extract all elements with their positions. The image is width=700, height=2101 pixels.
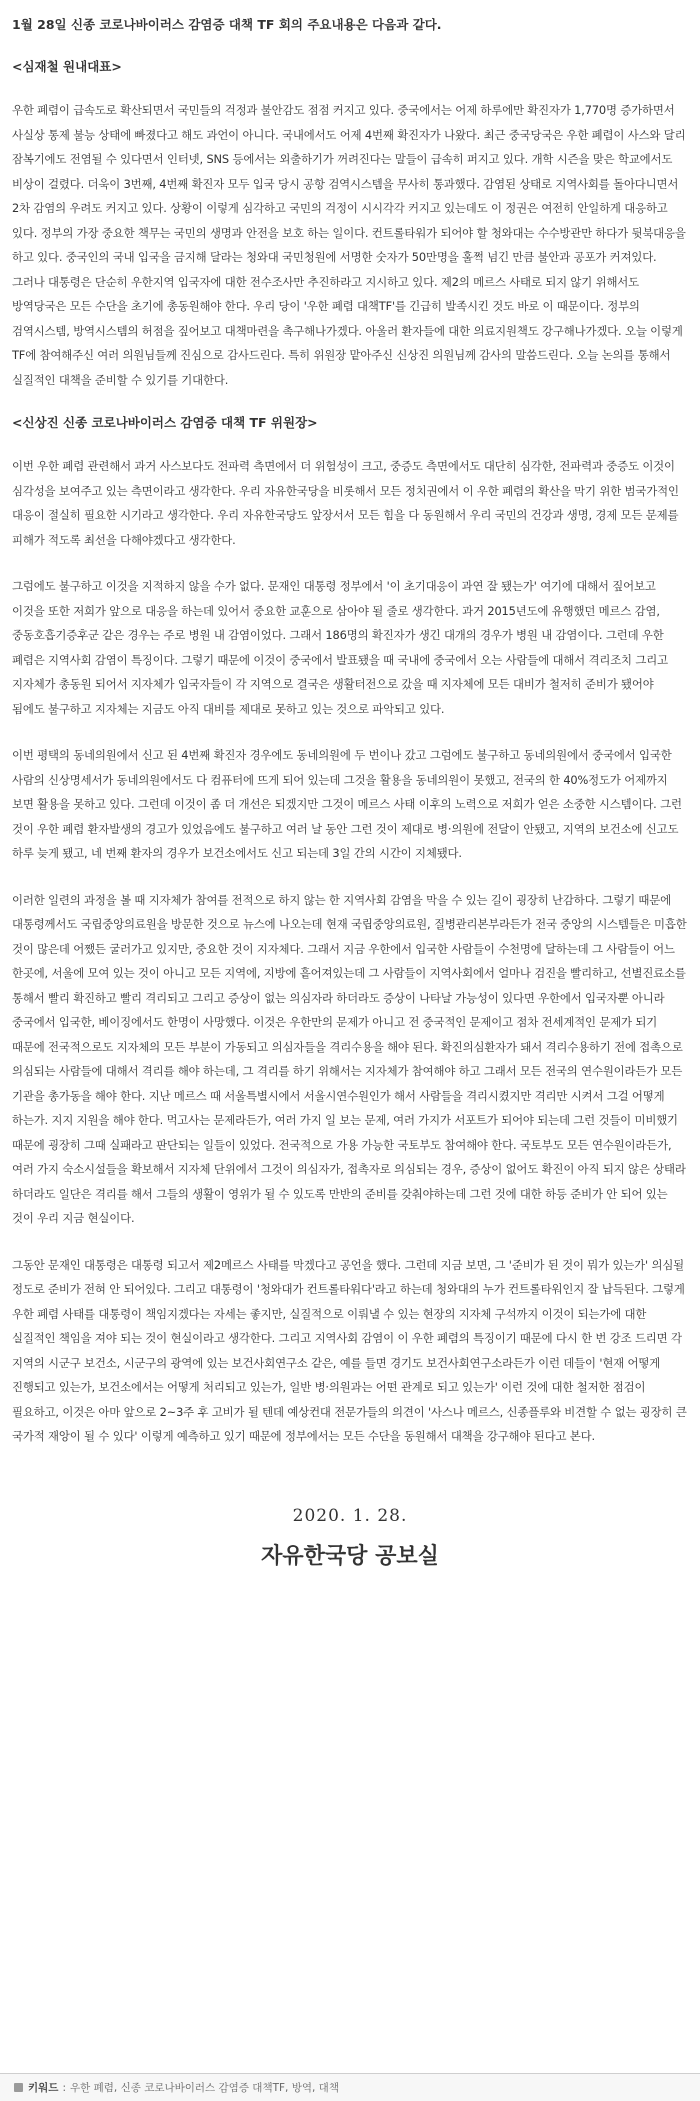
release-date: 2020. 1. 28.	[292, 1505, 408, 1526]
keyword-list[interactable]: 우한 폐렴, 신종 코로나바이러스 감염증 대책TF, 방역, 대책	[69, 2082, 339, 2094]
section-title-shin: <신상진 신종 코로나바이러스 감염증 대책 TF 위원장>	[12, 415, 318, 430]
paragraph-shin-1: 이번 우한 폐렴 관련해서 과거 사스보다도 전파력 측면에서 더 위험성이 크고, 중증도 측면에서도 대단히 심각한, 전파력과 중증도 이것이 심각성을 보여주고 있는 측면이라고 생각한다. 우리 자유한국당을 비롯해서 모든 정치권에서 이 우한 폐렴의 확산을 막기 위한 범국가적인 대응이 절실히 필요한 시기라고 생각한다. 우리 자유한국당도 앞장서서 모든 힘을 다 동원해서 우리 국민의 건강과 생명, 경제 모든 문제를 피해가 적도록 최선을 다해야겠다고 생각한다.	[12, 459, 679, 547]
paragraph-shin-3: 이번 평택의 동네의원에서 신고 된 4번째 확진자 경우에도 동네의원에 두 번이나 갔고 그럼에도 불구하고 동네의원에서 중국에서 입국한 사람의 신상명세서가 동네의원에서도 다 컴퓨터에 뜨게 되어 있는데 그것을 활용을 동네의원이 못했고, 전국의 한 40%정도가 어제까지 보면 활용을 못하고 있다. 그런데 이것이 좀 더 개선은 되겠지만 그것이 메르스 사태 이후의 노력으로 저희가 얻은 소중한 시스템이다. 그런 것이 우한 폐렴 환자발생의 경고가 있었음에도 불구하고 여러 날 동안 그런 것이 제대로 병·의원에 전달이 안됐고, 지역의 보건소에 신고도 하루 늦게 됐고, 네 번째 환자의 경우가 보건소에서도 신고 되는데 3일 간의 시간이 지체됐다.	[12, 748, 682, 860]
square-bullet-icon	[14, 2083, 23, 2092]
keyword-label: 키워드	[28, 2082, 59, 2094]
paragraph-shim-1: 우한 폐렴이 급속도로 확산되면서 국민들의 걱정과 불안감도 점점 커지고 있다. 중국에서는 어제 하루에만 확진자가 1,770명 증가하면서 사실상 통제 불능 상태에 빠졌다고 해도 과언이 아니다. 국내에서도 어제 4번째 확진자가 나왔다. 최근 중국당국은 우한 폐렴이 사스와 달리 잠복기에도 전염될 수 있다면서 인터넷, SNS 등에서는 외출하기가 꺼려진다는 말들이 급속히 퍼지고 있다. 개학 시즌을 맞은 학교에서도 비상이 걸렸다. 더욱이 3번째, 4번째 확진자 모두 입국 당시 공항 검역시스템을 무사히 통과했다. 감염된 상태로 지역사회를 돌아다니면서 2차 감염의 우려도 커지고 있다. 상황이 이렇게 심각하고 국민의 걱정이 시시각각 커지고 있는데도 이 정권은 여전히 안일하게 대응하고 있다. 정부의 가장 중요한 책무는 국민의 생명과 안전을 보호 하는 일이다. 컨트롤타워가 되어야 할 청와대는 수수방관만 하다가 뒷북대응을 하고 있다. 중국인의 국내 입국을 금지해 달라는 청와대 국민청원에 서명한 숫자가 50만명을 훌쩍 넘긴 만큼 불안과 공포가 커져있다. 그러나 대통령은 단순히 우한지역 입국자에 대한 전수조사만 추진하라고 지시하고 있다. 제2의 메르스 사태로 되지 않기 위해서도 방역당국은 모든 수단을 초기에 총동원해야 한다. 우리 당이 '우한 폐렴 대책TF'를 긴급히 발족시킨 것도 바로 이 때문이다. 정부의 검역시스템, 방역시스템의 허점을 짚어보고 대책마련을 촉구해나가겠다. 아울러 환자들에 대한 의료지원책도 강구해나가겠다. 오늘 이렇게 TF에 참여해주신 여러 의원님들께 진심으로 감사드린다. 특히 위원장 맡아주신 신상진 의원님께 감사의 말씀드린다. 오늘 논의를 통해서 실질적인 대책을 준비할 수 있기를 기대한다.	[12, 103, 686, 387]
section-title-shim: <심재철 원내대표>	[12, 59, 122, 74]
paragraph-shin-2: 그럼에도 불구하고 이것을 지적하지 않을 수가 없다. 문재인 대통령 정부에서 '이 초기대응이 과연 잘 됐는가' 여기에 대해서 짚어보고 이것을 또한 저희가 앞으로 대응을 하는데 있어서 중요한 교훈으로 삼아야 될 줄로 생각한다. 과거 2015년도에 유행했던 메르스 감염, 중동호흡기증후군 같은 경우는 주로 병원 내 감염이었다. 그래서 186명의 확진자가 생긴 대개의 경우가 병원 내 감염이다. 그런데 우한 폐렴은 지역사회 감염이 특징이다. 그렇기 때문에 이것이 중국에서 발표됐을 때 국내에 중국에서 오는 사람들에 대해서 격리조치 그리고 지자체가 총동원 되어서 지자체가 입국자들이 각 지역으로 결국은 생활터전으로 갔을 때 지자체에 모든 대비가 철저히 준비가 됐어야 됨에도 불구하고 지자체는 지금도 아직 대비를 제대로 못하고 있는 것으로 파악되고 있다.	[12, 579, 668, 716]
intro-line: 1월 28일 신종 코로나바이러스 감염증 대책 TF 회의 주요내용은 다음과 같다.	[12, 17, 442, 32]
keyword-separator: :	[62, 2081, 66, 2094]
keyword-bar	[0, 2073, 700, 2101]
paragraph-shin-4: 이러한 일련의 과정을 볼 때 지자체가 참여를 전적으로 하지 않는 한 지역사회 감염을 막을 수 있는 길이 굉장히 난감하다. 그렇기 때문에 대통령께서도 국립중앙의료원을 방문한 것으로 뉴스에 나오는데 현재 국립중앙의료원, 질병관리본부라든가 전국 중앙의 시스템들은 미흡한 것이 많은데 어쨌든 굴러가고 있지만, 중요한 것이 지자체다. 그래서 지금 우한에서 입국한 사람들이 수천명에 달하는데 그 사람들이 어느 한곳에, 서울에 모여 있는 것이 아니고 모든 지역에, 지방에 흩어져있는데 그 사람들이 지역사회에서 얼마나 검진을 빨리하고, 선별진료소를 통해서 빨리 확진하고 빨리 격리되고 그리고 증상이 없는 의심자라 하더라도 증상이 나타날 가능성이 있다면 우한에서 입국자뿐 아니라 중국에서 입국한, 베이징에서도 한명이 사망했다. 이것은 우한만의 문제가 아니고 전 중국적인 문제이고 점차 전세계적인 문제가 되기 때문에 전국적으로도 지자체의 모든 부분이 가동되고 의심자들을 격리수용을 해야 된다. 확진의심환자가 돼서 격리수용하기 전에 접촉으로 의심되는 사람들에 대해서 격리를 해야 하는데, 그 격리를 하기 위해서는 지자체가 참여해야 하고 그래서 모든 전국의 연수원이라든가 모든 기관을 총가동을 해야 한다. 지난 메르스 때 서울특별시에서 서울시연수원인가 해서 사람들을 격리시켰지만 격리만 시켜서 그걸 어떻게 하는가. 지지 지원을 해야 한다. 먹고사는 문제라든가, 여러 가지 일 보는 문제, 여러 가지가 서포트가 되어야 되는데 그런 것들이 미비했기 때문에 굉장히 그때 실패라고 판단되는 일들이 있었다. 전국적으로 가용 가능한 국토부도 참여해야 한다. 국토부도 모든 연수원이라든가, 여러 가지 숙소시설들을 확보해서 지자체 단위에서 그것이 의심자가, 접촉자로 의심되는 경우, 증상이 없어도 확진이 아직 되지 않은 상태라 하더라도 일단은 격리를 해서 그들의 생활이 영위가 될 수 있도록 만반의 준비를 갖춰야하는데 그런 것에 대한 하등 준비가 안 되어 있는 것이 우리 지금 현실이다.	[12, 892, 687, 1225]
paragraph-shin-5: 그동안 문재인 대통령은 대통령 되고서 제2메르스 사태를 막겠다고 공언을 했다. 그런데 지금 보면, 그 '준비가 된 것이 뭐가 있는가' 의심될 정도로 준비가 전혀 안 되어있다. 그리고 대통령이 '청와대가 컨트롤타워다'라고 하는데 청와대의 누가 컨트롤타워인지 잘 납득된다. 그렇게 우한 폐렴 사태를 대통령이 책임지겠다는 자세는 좋지만, 실질적으로 이뤄낼 수 있는 현장의 지자체 구석까지 이것이 되는가에 대한 실질적인 책임을 져야 되는 것이 현실이라고 생각한다. 그리고 지역사회 감염이 이 우한 폐렴의 특징이기 때문에 다시 한 번 강조 드리면 각 지역의 시군구 보건소, 시군구의 광역에 있는 보건사회연구소 같은, 예를 들면 경기도 보건사회연구소라든가 이런 데들이 '현재 어떻게 진행되고 있는가, 보건소에서는 어떻게 처리되고 있는가, 일반 병·의원과는 어떤 관계로 되고 있는가' 이런 것에 대한 철저한 점검이 필요하고, 이것은 아마 앞으로 2~3주 후 고비가 될 텐데 예상컨대 전문가들의 의견이 '사스나 메르스, 신종플루와 비견할 수 없는 굉장히 큰 국가적 재앙이 될 수 있다' 이렇게 예측하고 있기 때문에 정부에서는 모든 수단을 동원해서 대책을 강구해야 된다고 본다.	[12, 1257, 687, 1443]
organization-name: 자유한국당 공보실	[261, 1543, 439, 1569]
